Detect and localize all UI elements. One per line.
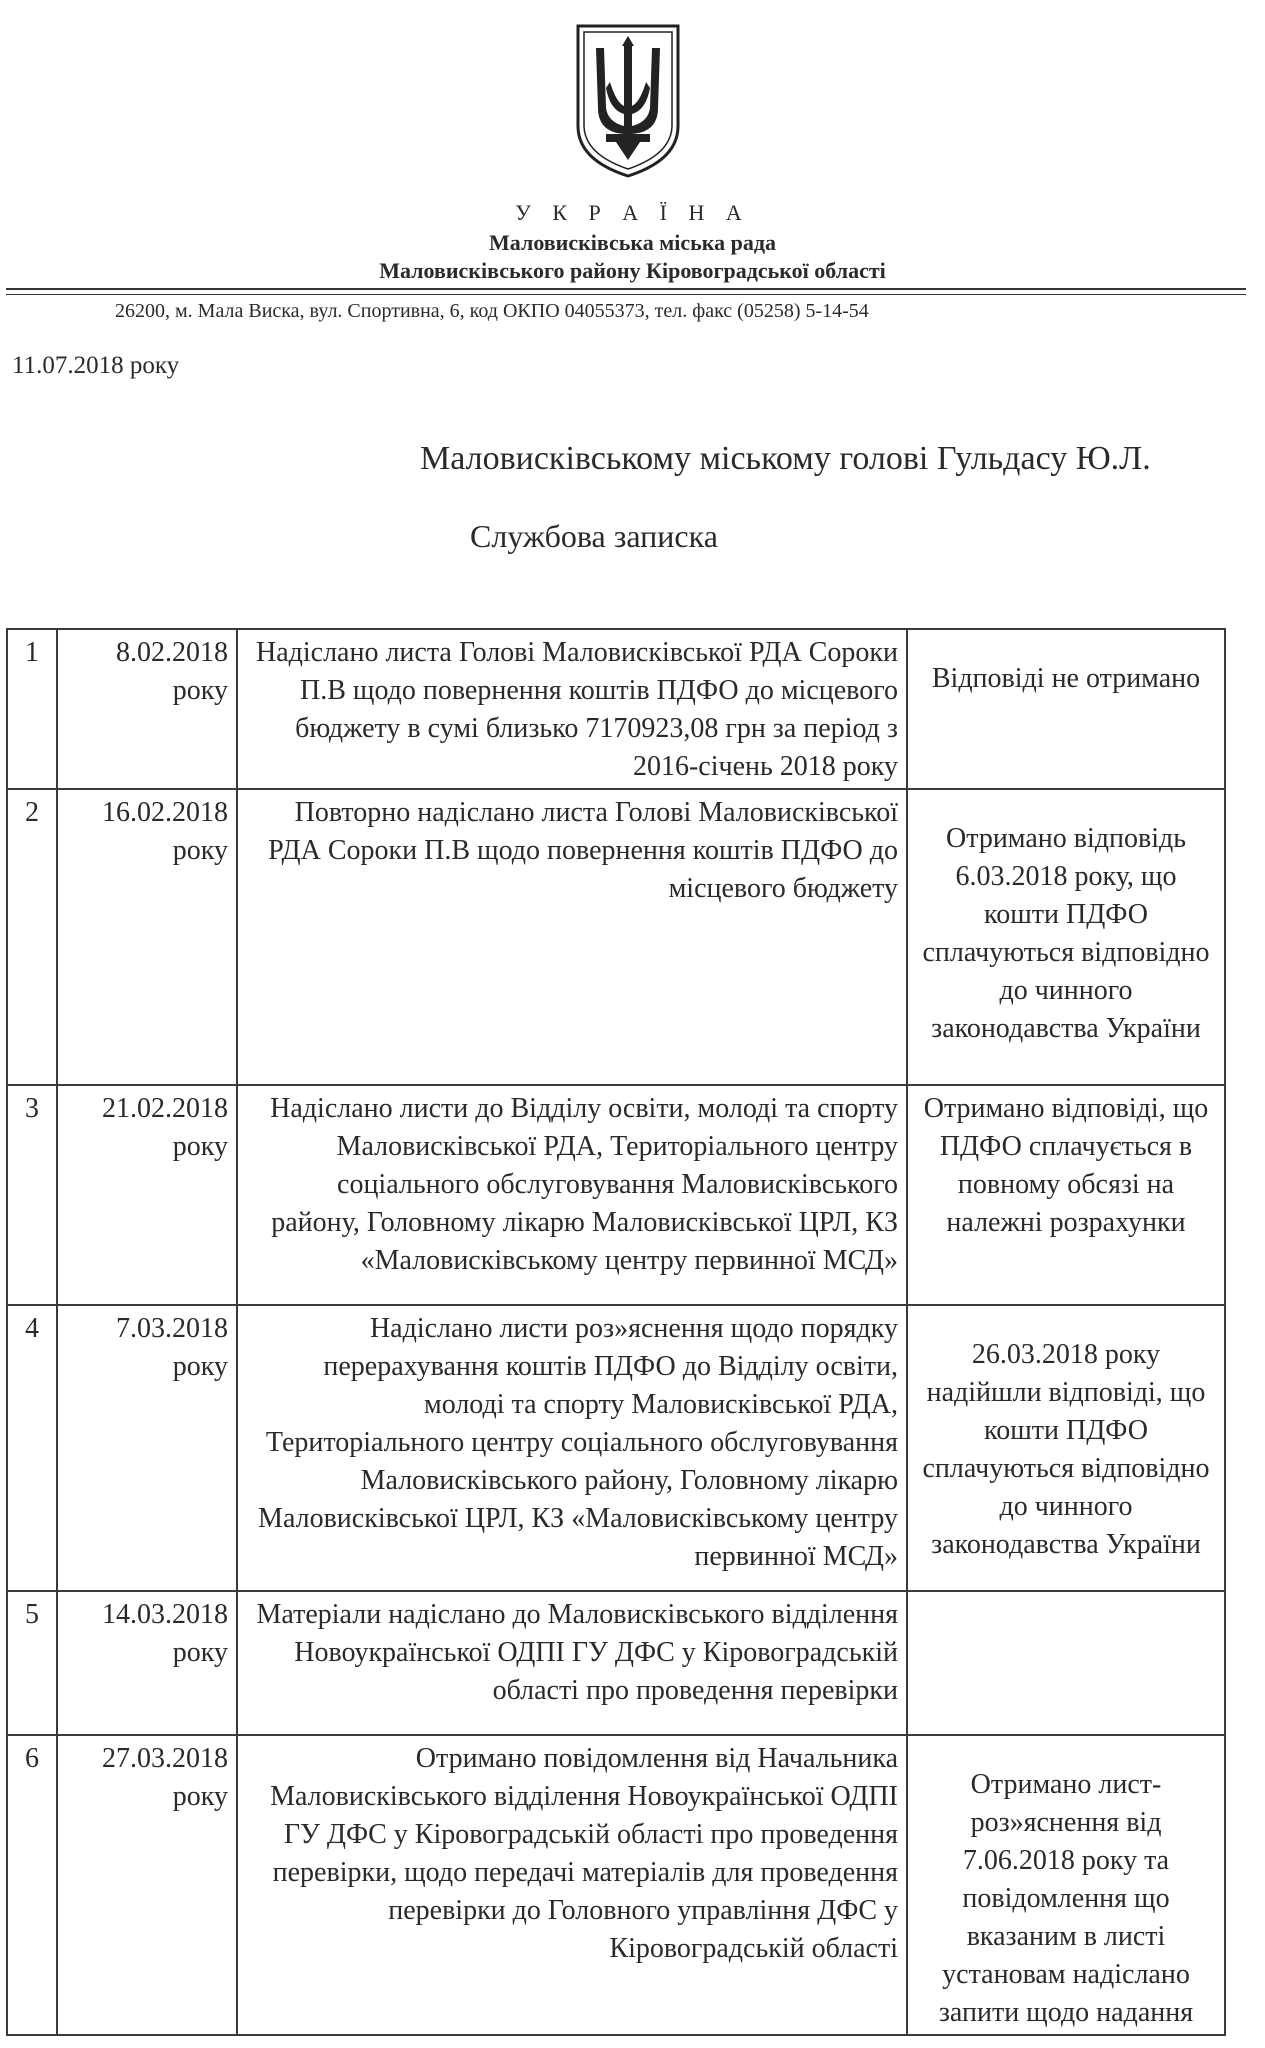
document-title: Службова записка [470, 518, 718, 554]
row-description: Отримано повідомлення від Начальника Маловисківського відділення Новоукраїнської ОДПІ ГУ ДФС у Кіровоградській області про проведення перевірки, щодо передачі матеріалів для проведення перевірки до Головного управління ДФС у Кіровоградській області [237, 1735, 907, 2035]
row-result-text: Отримано лист-роз»яснення від 7.06.2018 року та повідомлення що вказаним в листі установам надіслано запити щодо надання [938, 1769, 1194, 2028]
row-result [907, 1591, 1225, 1735]
row-number: 6 [7, 1735, 57, 2035]
row-result [907, 1085, 1225, 1305]
table-row [7, 789, 1225, 1085]
table-row [7, 1591, 1225, 1735]
row-description: Повторно надіслано листа Голові Маловисківської РДА Сороки П.В щодо повернення коштів ПДФО до місцевого бюджету [237, 789, 907, 1085]
row-result-text: Отримано відповіді, що ПДФО сплачується в повному обсязі на належні розрахунки [923, 1093, 1209, 1238]
row-result [907, 1735, 1225, 2035]
row-date: 21.02.2018 року [57, 1085, 237, 1305]
row-result [907, 629, 1225, 789]
table-row [7, 1735, 1225, 2035]
row-result [907, 789, 1225, 1085]
row-number: 2 [7, 789, 57, 1085]
row-date: 14.03.2018 року [57, 1591, 237, 1735]
row-number: 4 [7, 1305, 57, 1591]
trident-coat-of-arms-icon [572, 22, 684, 180]
recipient-line: Маловисківському міському голові Гульдасу Ю.Л. [420, 440, 1151, 477]
row-description: Надіслано листи роз»яснення щодо порядку перерахування коштів ПДФО до Відділу освіти, молоді та спорту Маловисківської РДА, Територіального центру соціального обслуговування Маловисківського району, Головному лікарю Маловисківської ЦРЛ, КЗ «Маловисківському центру первинної МСД» [237, 1305, 907, 1591]
row-number: 5 [7, 1591, 57, 1735]
table-row [7, 1305, 1225, 1591]
row-date: 8.02.2018 року [57, 629, 237, 789]
row-number: 1 [7, 629, 57, 789]
row-result-text: Отримано відповідь 6.03.2018 року, що кошти ПДФО сплачуються відповідно до чинного законодавства України [922, 823, 1210, 1044]
row-description: Надіслано листи до Відділу освіти, молоді та спорту Маловисківської РДА, Територіального центру соціального обслуговування Маловисківського району, Головному лікарю Маловисківської ЦРЛ, КЗ «Маловисківському центру первинної МСД» [237, 1085, 907, 1305]
document-date: 11.07.2018 року [12, 352, 180, 379]
row-number: 3 [7, 1085, 57, 1305]
table-row [7, 629, 1225, 789]
row-date: 16.02.2018 року [57, 789, 237, 1085]
council-name: Маловисківська міська рада [489, 230, 776, 255]
row-result-text: 26.03.2018 року надійшли відповіді, що кошти ПДФО сплачуються відповідно до чинного законодавства України [922, 1339, 1210, 1560]
row-result [907, 1305, 1225, 1591]
header-divider-thin [6, 294, 1246, 295]
correspondence-table [6, 628, 1226, 2036]
row-result-text: Відповіді не отримано [931, 663, 1201, 694]
row-date: 27.03.2018 року [57, 1735, 237, 2035]
row-description: Матеріали надіслано до Маловисківського відділення Новоукраїнської ОДПІ ГУ ДФС у Кіровоградській області про проведення перевірки [237, 1591, 907, 1735]
country-name: У К Р А Ї Н А [515, 200, 750, 225]
table-row [7, 1085, 1225, 1305]
row-date: 7.03.2018 року [57, 1305, 237, 1591]
district-name: Маловисківського району Кіровоградської області [379, 258, 886, 283]
row-description: Надіслано листа Голові Маловисківської РДА Сороки П.В щодо повернення коштів ПДФО до місцевого бюджету в сумі близько 7170923,08 грн за період з 2016-січень 2018 року [237, 629, 907, 789]
council-address: 26200, м. Мала Виска, вул. Спортивна, 6, код ОКПО 04055373, тел. факс (05258) 5-14-54 [115, 300, 869, 322]
header-divider [6, 288, 1246, 290]
